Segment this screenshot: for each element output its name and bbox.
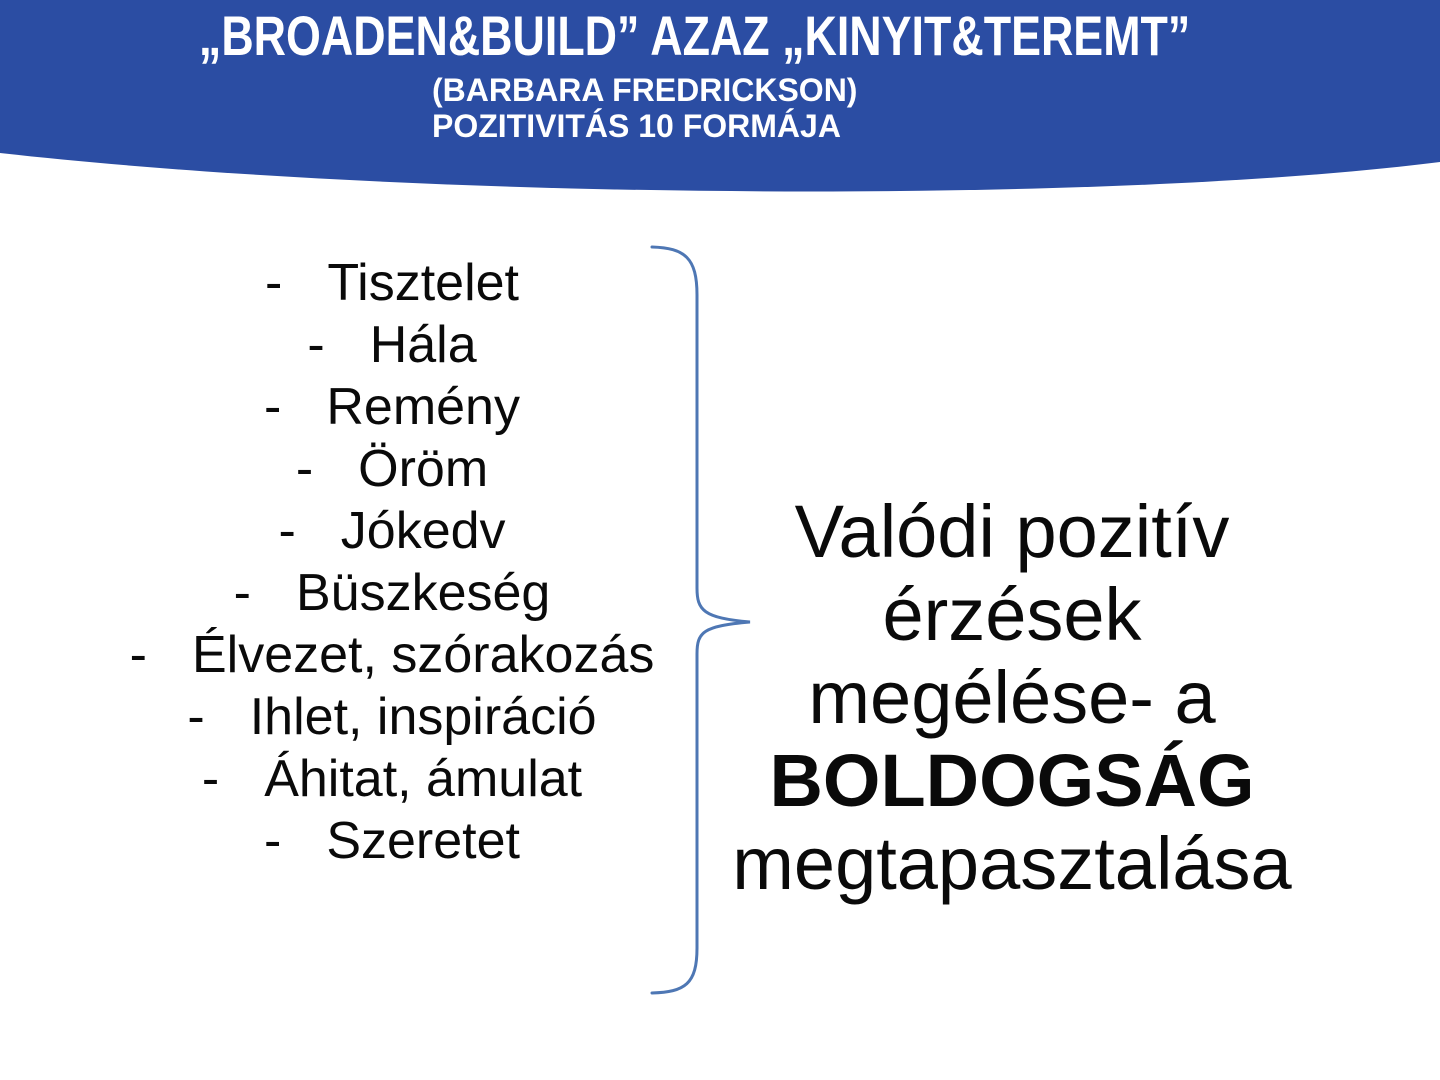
list-item [90,500,694,562]
list-item [90,748,694,810]
list-item [90,376,694,438]
header-author: (BARBARA FREDRICKSON) [432,72,858,108]
list-bullet-dash: - [278,502,296,560]
list-bullet-dash: - [201,750,220,808]
list-bullet-dash: - [264,812,282,870]
summary-line: megtapasztalása [732,822,1292,905]
list-bullet-dash: - [307,316,325,374]
list-bullet-dash: - [295,440,314,498]
list-item [90,562,694,624]
list-item [90,686,694,748]
list-item-label: Büszkeség [295,564,551,622]
list-bullet-dash: - [233,564,251,622]
list-item-label: Tisztelet [327,254,519,312]
summary-text [712,490,1312,905]
list-item-label: Ihlet, inspiráció [249,688,597,746]
summary-line: Valódi pozitív [794,490,1230,573]
list-item-label: Öröm [358,440,489,498]
list-bullet-dash: - [264,378,282,436]
list-item [90,252,694,314]
header-subtitle: POZITIVITÁS 10 FORMÁJA [432,108,841,144]
list-item-label: Élvezet, szórakozás [191,626,655,684]
list-bullet-dash: - [264,254,283,312]
list-item [90,438,694,500]
list-item-label: Áhitat, ámulat [264,750,583,808]
list-item-label: Jókedv [340,502,506,560]
list-item-label: Remény [326,378,520,436]
list-bullet-dash: - [129,626,147,684]
list-item-label: Szeretet [326,812,520,870]
slide-title-text: „BROADEN&BUILD” AZAZ „KINYIT&TEREMT” [198,4,1191,67]
list-item [90,810,694,872]
summary-line-boldogsag: BOLDOGSÁG [769,739,1255,822]
summary-line: megélése- a [808,656,1216,739]
summary-line: érzések [882,573,1142,656]
list-item [90,314,694,376]
list-bullet-dash: - [187,688,205,746]
list-item [90,624,694,686]
slide-title [75,4,1215,67]
list-item-label: Hála [369,316,477,374]
emotions-list [90,252,694,872]
